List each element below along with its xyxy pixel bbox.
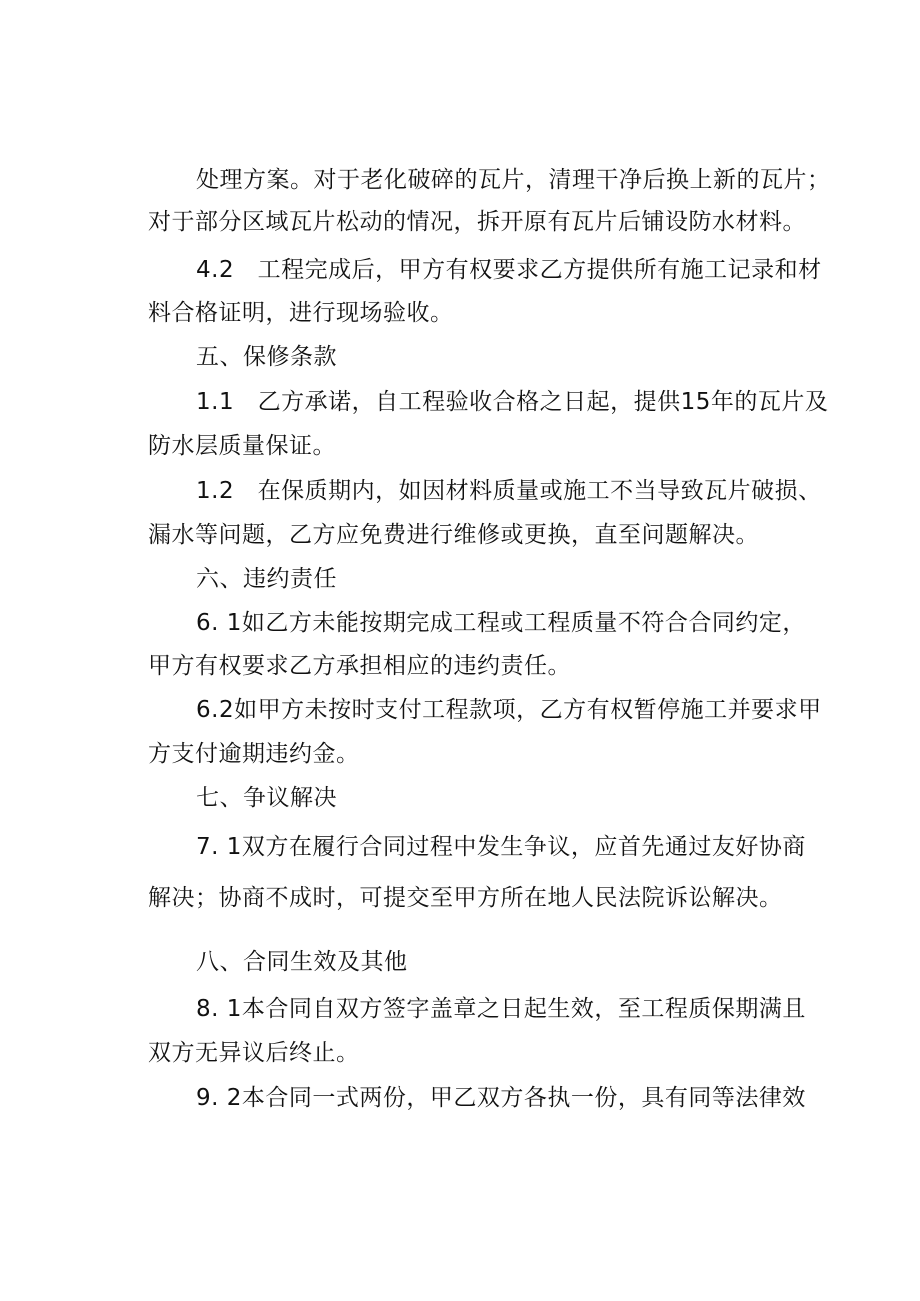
body-line: 双方无异议后终止。 — [148, 1040, 360, 1066]
body-line: 漏水等问题，乙方应免费进行维修或更换，直至问题解决。 — [148, 522, 759, 548]
body-line: 料合格证明，进行现场验收。 — [148, 300, 454, 326]
section-heading-effectiveness: 八、合同生效及其他 — [196, 949, 408, 975]
body-line: 方支付逾期违约金。 — [148, 741, 360, 767]
body-line: 防水层质量保证。 — [148, 433, 336, 459]
body-line: 对于部分区域瓦片松动的情况，拆开原有瓦片后铺设防水材料。 — [148, 209, 806, 235]
body-line: 处理方案。对于老化破碎的瓦片，清理干净后换上新的瓦片； — [196, 167, 831, 193]
section-heading-dispute: 七、争议解决 — [196, 785, 337, 811]
clause-8-1: 8. 1本合同自双方签字盖章之日起生效，至工程质保期满且 — [196, 996, 806, 1022]
clause-6-2: 6.2如甲方未按时支付工程款项，乙方有权暂停施工并要求甲 — [196, 697, 822, 723]
clause-9-2: 9. 2本合同一式两份，甲乙双方各执一份，具有同等法律效 — [196, 1085, 806, 1111]
clause-1-1: 1.1 乙方承诺，自工程验收合格之日起，提供15年的瓦片及 — [196, 389, 829, 415]
clause-7-1: 7. 1双方在履行合同过程中发生争议，应首先通过友好协商 — [196, 834, 806, 860]
body-line: 甲方有权要求乙方承担相应的违约责任。 — [148, 653, 571, 679]
clause-1-2: 1.2 在保质期内，如因材料质量或施工不当导致瓦片破损、 — [196, 478, 822, 504]
clause-6-1: 6. 1如乙方未能按期完成工程或工程质量不符合合同约定， — [196, 610, 806, 636]
section-heading-warranty: 五、保修条款 — [196, 344, 337, 370]
section-heading-liability: 六、违约责任 — [196, 566, 337, 592]
body-line: 解决；协商不成时，可提交至甲方所在地人民法院诉讼解决。 — [148, 885, 783, 911]
clause-4-2: 4.2 工程完成后，甲方有权要求乙方提供所有施工记录和材 — [196, 257, 822, 283]
